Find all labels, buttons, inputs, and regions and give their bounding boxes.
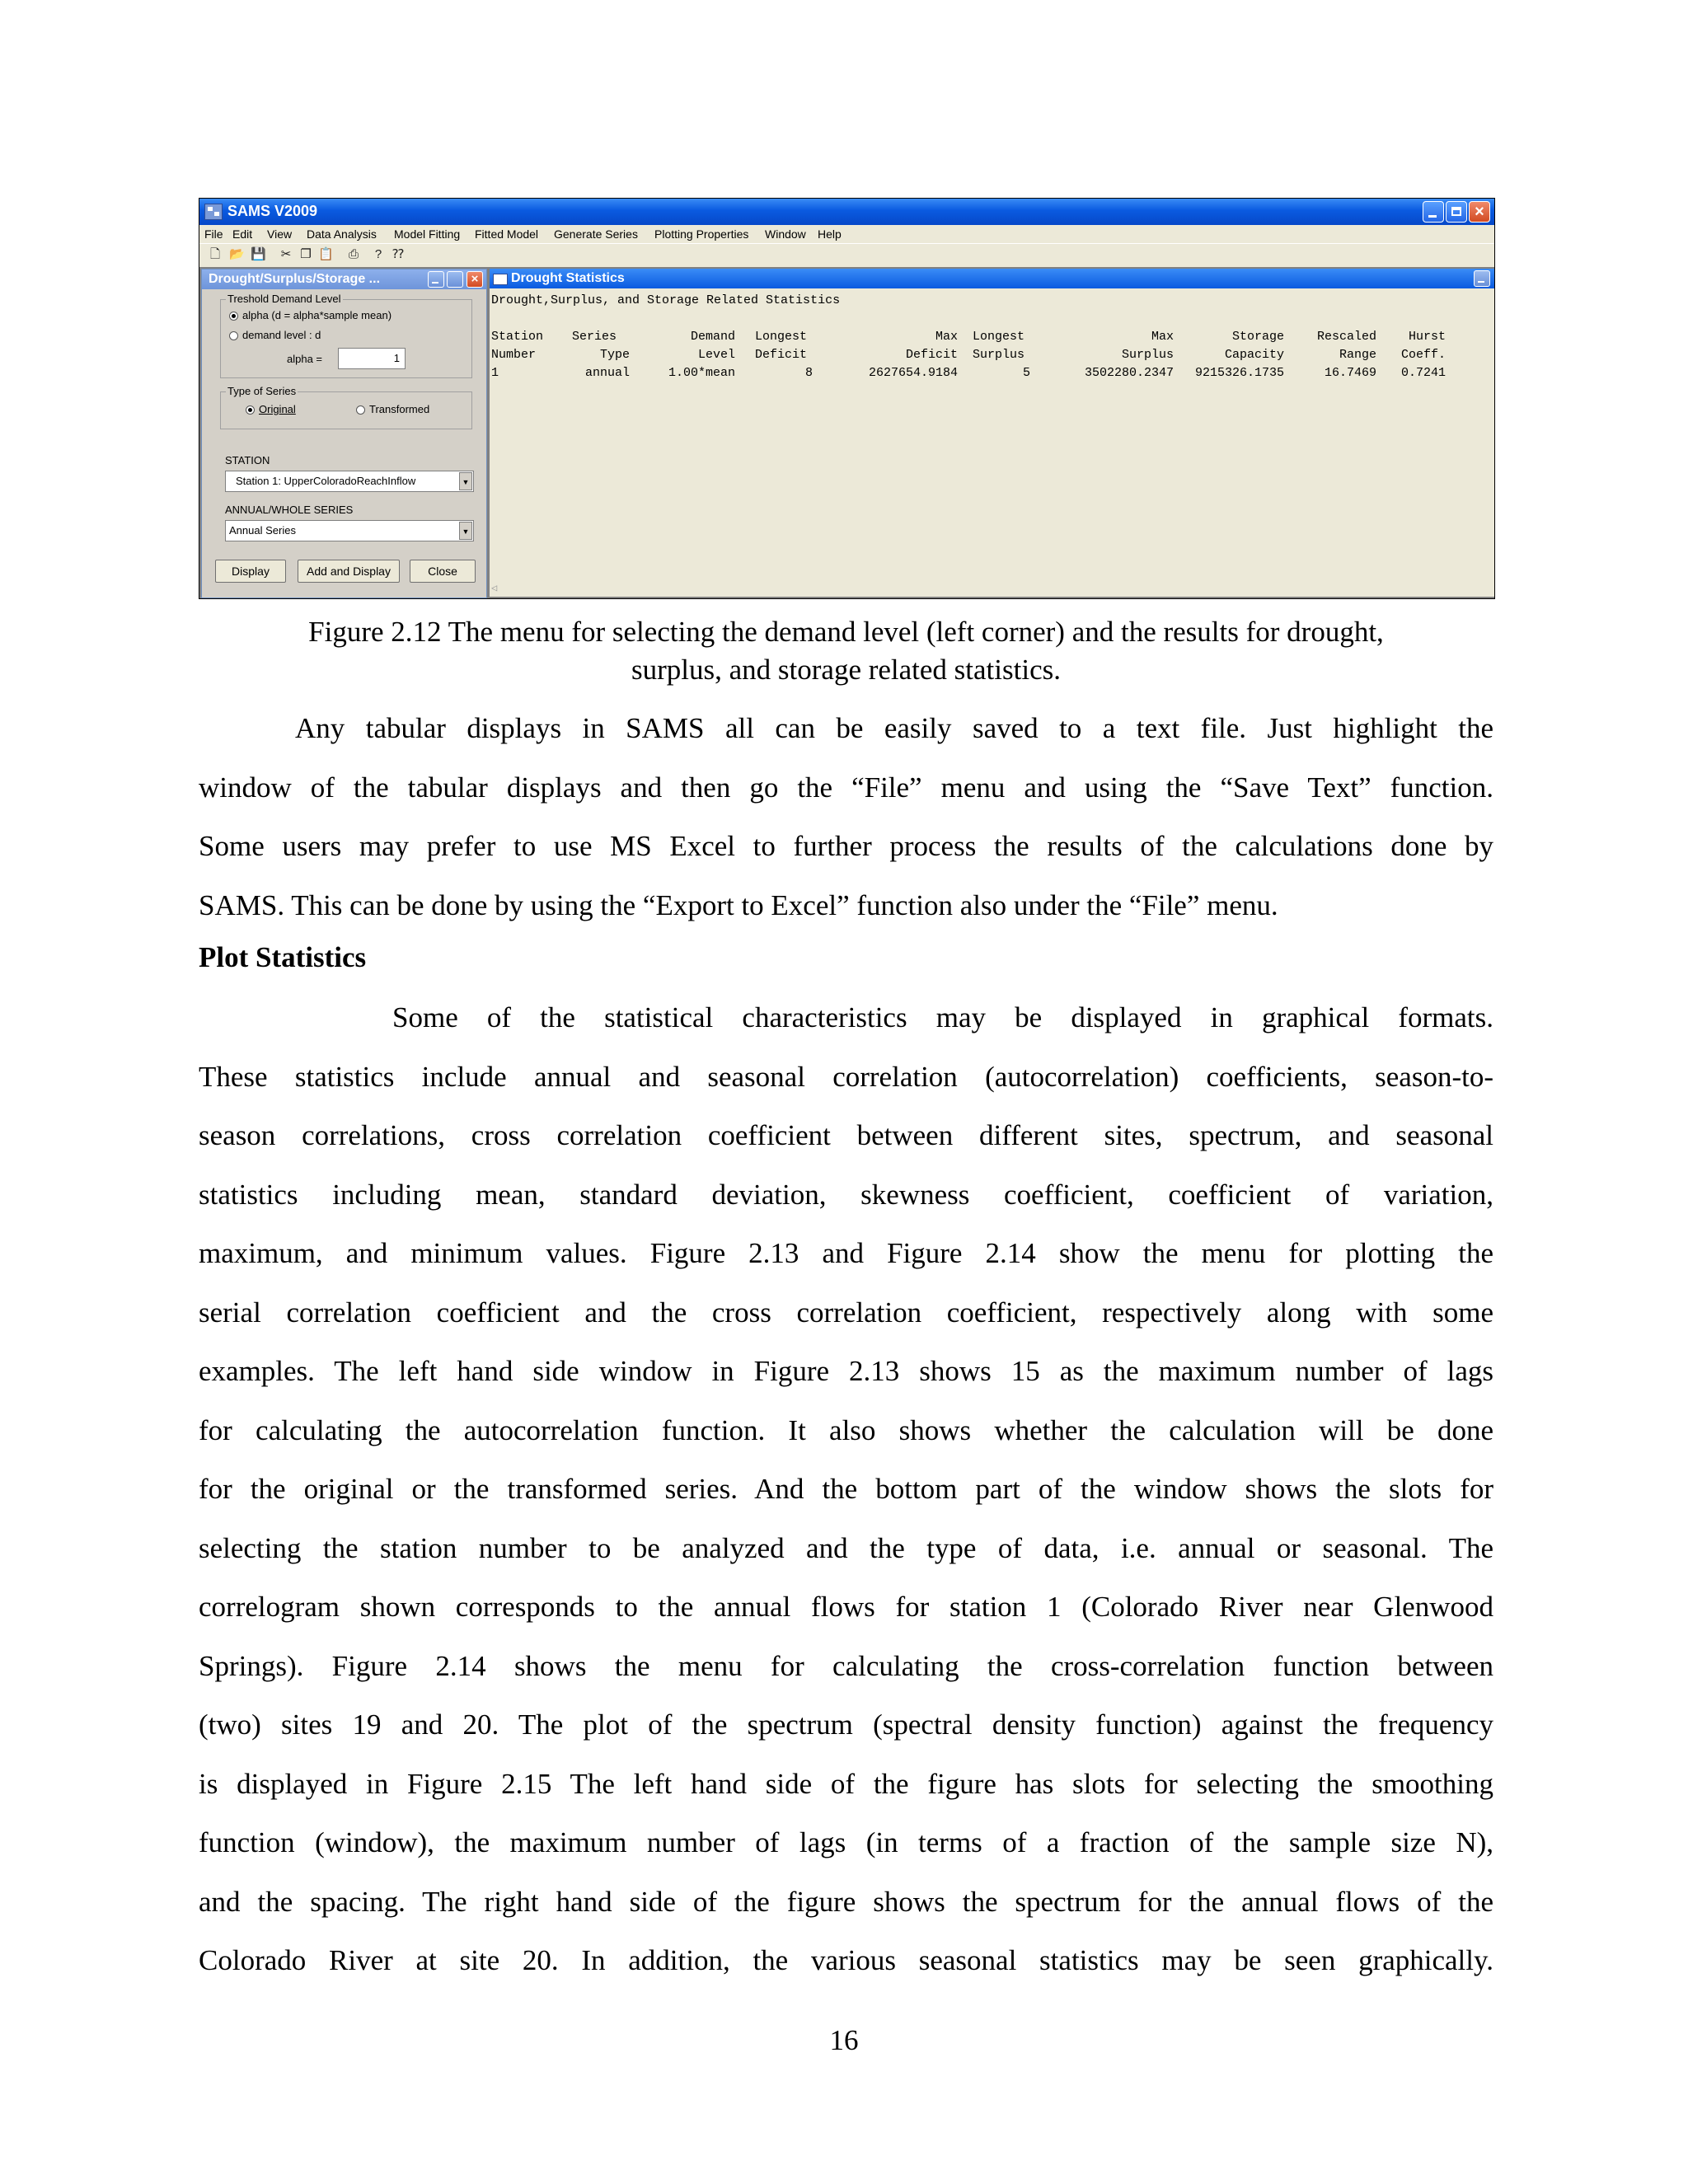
stats-titlebar [490, 269, 1494, 288]
new-file-icon[interactable]: 🗋 [209, 247, 221, 261]
text-line: SAMS. This can be done by using the “Export to Excel” function also under the “File” menu. [199, 888, 1278, 921]
text-line: Some users may prefer to use MS Excel to further process the results of the calculations done by [199, 830, 1493, 862]
caption-line: Figure 2.12 The menu for selecting the demand level (left corner) and the results for drought, [308, 616, 1384, 648]
text-line: window of the tabular displays and then go the “File” menu and using the “Save Text” function. [199, 771, 1493, 804]
series-type-group [220, 385, 472, 429]
table-cell: 2627654.9184 [868, 366, 958, 380]
help-icon[interactable]: ? [374, 247, 382, 261]
text-line: function (window), the maximum number of lags (in terms of a fraction of the sample size N), [199, 1826, 1493, 1858]
transformed-radio[interactable] [356, 405, 365, 415]
col-header: Max [935, 330, 958, 344]
col-header: Number [491, 348, 537, 362]
print-icon[interactable]: ⎙ [348, 247, 359, 261]
minimize-icon [432, 282, 438, 284]
col-header: Deficit [755, 348, 808, 362]
dialog-close-button[interactable] [467, 271, 483, 288]
stats-minimize-button[interactable] [1474, 270, 1490, 287]
paragraph-2 [199, 988, 1493, 1990]
menu-edit[interactable]: Edit [232, 227, 253, 241]
save-icon[interactable]: 💾 [251, 247, 266, 261]
demand-level-label: demand level : d [242, 329, 321, 341]
text-line: Any tabular displays in SAMS all can be easily saved to a text file. Just highlight the [295, 712, 1493, 744]
text-line: maximum, and minimum values. Figure 2.13 and Figure 2.14 show the menu for plotting the [199, 1237, 1493, 1269]
col-header: Surplus [973, 348, 1025, 362]
figure-caption [199, 613, 1493, 689]
table-cell: annual [584, 366, 630, 380]
window-icon [493, 274, 508, 285]
text-line: serial correlation coefficient and the cross correlation coefficient, respectively along with some [199, 1296, 1493, 1329]
table-cell: 1.00*mean [668, 366, 735, 380]
scroll-left-icon[interactable]: ◁ [491, 583, 498, 594]
alpha-radio[interactable] [229, 312, 238, 321]
col-header: Level [697, 348, 735, 362]
stats-heading: Drought,Surplus, and Storage Related Statistics [491, 293, 841, 307]
col-header: Max [1151, 330, 1174, 344]
chevron-down-icon[interactable]: ▼ [459, 472, 472, 490]
menu-data-analysis[interactable]: Data Analysis [307, 227, 377, 241]
text-line: season correlations, cross correlation coefficient between different sites, spectrum, and seasonal [199, 1119, 1493, 1151]
minimize-icon [1478, 281, 1484, 283]
transformed-radio-label: Transformed [369, 403, 430, 415]
close-button[interactable] [1469, 201, 1490, 223]
text-line: Colorado River at site 20. In addition, the various seasonal statistics may be seen graphically. [199, 1944, 1493, 1976]
col-header: Type [599, 348, 630, 362]
text-line: Some of the statistical characteristics may be displayed in graphical formats. [392, 1001, 1493, 1033]
text-line: and the spacing. The right hand side of the figure shows the spectrum for the annual flows of the [199, 1885, 1493, 1918]
text-line: statistics including mean, standard deviation, skewness coefficient, coefficient of variation, [199, 1178, 1493, 1211]
series-type-group-label: Type of Series [227, 385, 297, 397]
app-titlebar [199, 199, 1494, 225]
alpha-input[interactable]: 1 [338, 348, 406, 369]
stats-title: Drought Statistics [511, 271, 625, 285]
original-radio[interactable] [246, 405, 255, 415]
col-header: Storage [1231, 330, 1284, 344]
col-header: Longest [973, 330, 1025, 344]
menu-plotting-properties[interactable]: Plotting Properties [654, 227, 749, 241]
text-line: for calculating the autocorrelation function. It also shows whether the calculation will be done [199, 1413, 1493, 1446]
col-header: Series [572, 330, 617, 344]
alpha-radio-label: alpha (d = alpha*sample mean) [242, 309, 392, 321]
series-label: ANNUAL/WHOLE SERIES [225, 504, 354, 516]
col-header: Capacity [1224, 348, 1284, 362]
station-select[interactable] [225, 471, 474, 492]
table-cell: 9215326.1735 [1194, 366, 1284, 380]
paragraph-1 [199, 699, 1493, 935]
toolbar [199, 243, 1494, 268]
chevron-down-icon[interactable]: ▼ [459, 522, 472, 540]
text-line: correlogram shown corresponds to the annual flows for station 1 (Colorado River near Glenwood [199, 1591, 1493, 1623]
paste-icon[interactable]: 📋 [318, 247, 334, 261]
col-header: Deficit [905, 348, 958, 362]
close-icon: × [1475, 203, 1484, 221]
col-header: Range [1339, 348, 1376, 362]
threshold-group [220, 293, 472, 378]
table-cell: 5 [1022, 366, 1030, 380]
dialog-close-text-button[interactable]: Close [410, 560, 476, 583]
page-number: 16 [829, 2024, 859, 2056]
minimize-button[interactable] [1423, 201, 1444, 223]
table-cell: 1 [491, 366, 499, 380]
dialog-minimize-button[interactable] [428, 271, 444, 288]
close-icon: × [471, 272, 479, 286]
text-line: Springs). Figure 2.14 shows the menu for calculating the cross-correlation function between [199, 1649, 1493, 1682]
drought-dialog-window [201, 269, 487, 598]
menu-fitted-model[interactable]: Fitted Model [475, 227, 539, 241]
cut-icon[interactable]: ✂ [280, 247, 292, 261]
caption-line: surplus, and storage related statistics. [631, 654, 1061, 686]
table-cell: 3502280.2347 [1084, 366, 1174, 380]
menu-help[interactable]: Help [818, 227, 842, 241]
dialog-titlebar [202, 269, 486, 289]
dialog-title: Drought/Surplus/Storage ... [209, 272, 381, 286]
col-header: Rescaled [1316, 330, 1376, 344]
station-label: STATION [225, 454, 270, 466]
menu-generate-series[interactable]: Generate Series [554, 227, 638, 241]
text-line: (two) sites 19 and 20. The plot of the spectrum (spectral density function) against the frequency [199, 1708, 1493, 1741]
add-and-display-button[interactable]: Add and Display [298, 560, 400, 583]
display-button[interactable]: Display [215, 560, 286, 583]
col-header: Station [491, 330, 544, 344]
copy-icon[interactable]: ❐ [300, 247, 312, 261]
minimize-icon [1428, 215, 1437, 218]
sams-screenshot [199, 198, 1495, 599]
maximize-button[interactable] [1446, 201, 1467, 223]
stats-text-area[interactable] [490, 288, 1494, 597]
col-header: Surplus [1121, 348, 1174, 362]
app-title: SAMS V2009 [227, 203, 318, 219]
text-line: These statistics include annual and seasonal correlation (autocorrelation) coefficients, season-to- [199, 1060, 1493, 1093]
menu-view[interactable]: View [267, 227, 293, 241]
station-select-value: Station 1: UpperColoradoReachInflow [236, 475, 416, 487]
text-line: selecting the station number to be analyzed and the type of data, i.e. annual or seasonal. The [199, 1531, 1493, 1564]
menu-bar [199, 225, 1494, 243]
dialog-restore-button[interactable] [447, 271, 463, 288]
menu-file[interactable]: File [204, 227, 223, 241]
threshold-group-label: Treshold Demand Level [227, 293, 341, 305]
open-folder-icon[interactable]: 📂 [229, 247, 245, 261]
demand-level-radio[interactable] [229, 331, 238, 340]
col-header: Demand [690, 330, 735, 344]
original-radio-label: Original [259, 403, 296, 415]
text-line: examples. The left hand side window in Figure 2.13 shows 15 as the maximum number of lags [199, 1355, 1493, 1387]
col-header: Longest [755, 330, 808, 344]
table-cell: 8 [804, 366, 813, 380]
text-line: is displayed in Figure 2.15 The left hand side of the figure has slots for selecting the smoothing [199, 1767, 1493, 1800]
series-select-value: Annual Series [229, 524, 296, 537]
col-header: Hurst [1408, 330, 1446, 344]
maximize-icon [1451, 207, 1461, 216]
app-icon [204, 204, 223, 220]
alpha-label: alpha = [287, 353, 323, 365]
text-line: for the original or the transformed series. And the bottom part of the window shows the slots for [199, 1473, 1493, 1505]
series-select[interactable] [225, 520, 474, 541]
table-cell: 0.7241 [1400, 366, 1446, 380]
menu-model-fitting[interactable]: Model Fitting [394, 227, 461, 241]
drought-statistics-window [490, 269, 1494, 597]
col-header: Coeff. [1400, 348, 1446, 362]
section-heading: Plot Statistics [199, 941, 367, 973]
context-help-icon[interactable]: ⁇ [392, 247, 404, 261]
menu-window[interactable]: Window [765, 227, 806, 241]
table-cell: 16.7469 [1324, 366, 1376, 380]
